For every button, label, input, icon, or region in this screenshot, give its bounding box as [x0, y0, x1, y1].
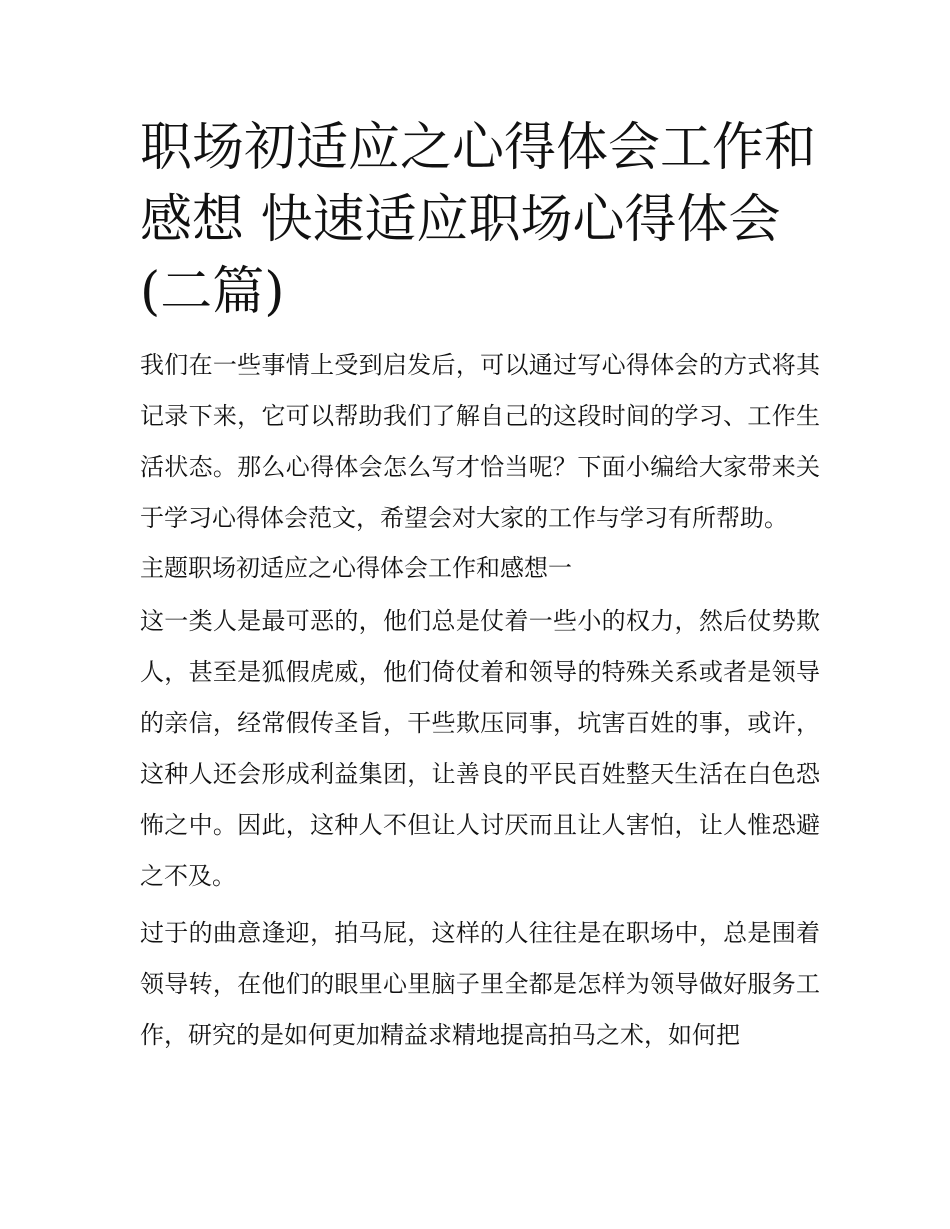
body-paragraph: 过于的曲意逢迎，拍马屁，这样的人往往是在职场中，总是围着领导转，在他们的眼里心里脑子里全都是怎样为领导做好服务工作，研究的是如何更加精益求精地提高拍马之术，如何把: [140, 919, 820, 1049]
section-heading: 主题职场初适应之心得体会工作和感想一: [140, 554, 572, 582]
body-paragraph: 这一类人是最可恶的，他们总是仗着一些小的权力，然后仗势欺人，甚至是狐假虎威，他们倚仗着和领导的特殊关系或者是领导的亲信，经常假传圣旨，干些欺压同事，坑害百姓的事，或许，这种人还会形成利益集团，让善良的平民百姓整天生活在白色恐怖之中。因此，这种人不但让人讨厌而且让人害怕，让人惟恐避之不及。: [140, 607, 820, 890]
document-title: 职场初适应之心得体会工作和感想 快速适应职场心得体会 (二篇): [140, 118, 817, 322]
intro-paragraph: 我们在一些事情上受到启发后，可以通过写心得体会的方式将其记录下来，它可以帮助我们了解自己的这段时间的学习、工作生活状态。那么心得体会怎么写才恰当呢？下面小编给大家带来关于学习心得体会范文，希望会对大家的工作与学习有所帮助。: [140, 351, 820, 532]
document-page: [140, 112, 820, 1061]
